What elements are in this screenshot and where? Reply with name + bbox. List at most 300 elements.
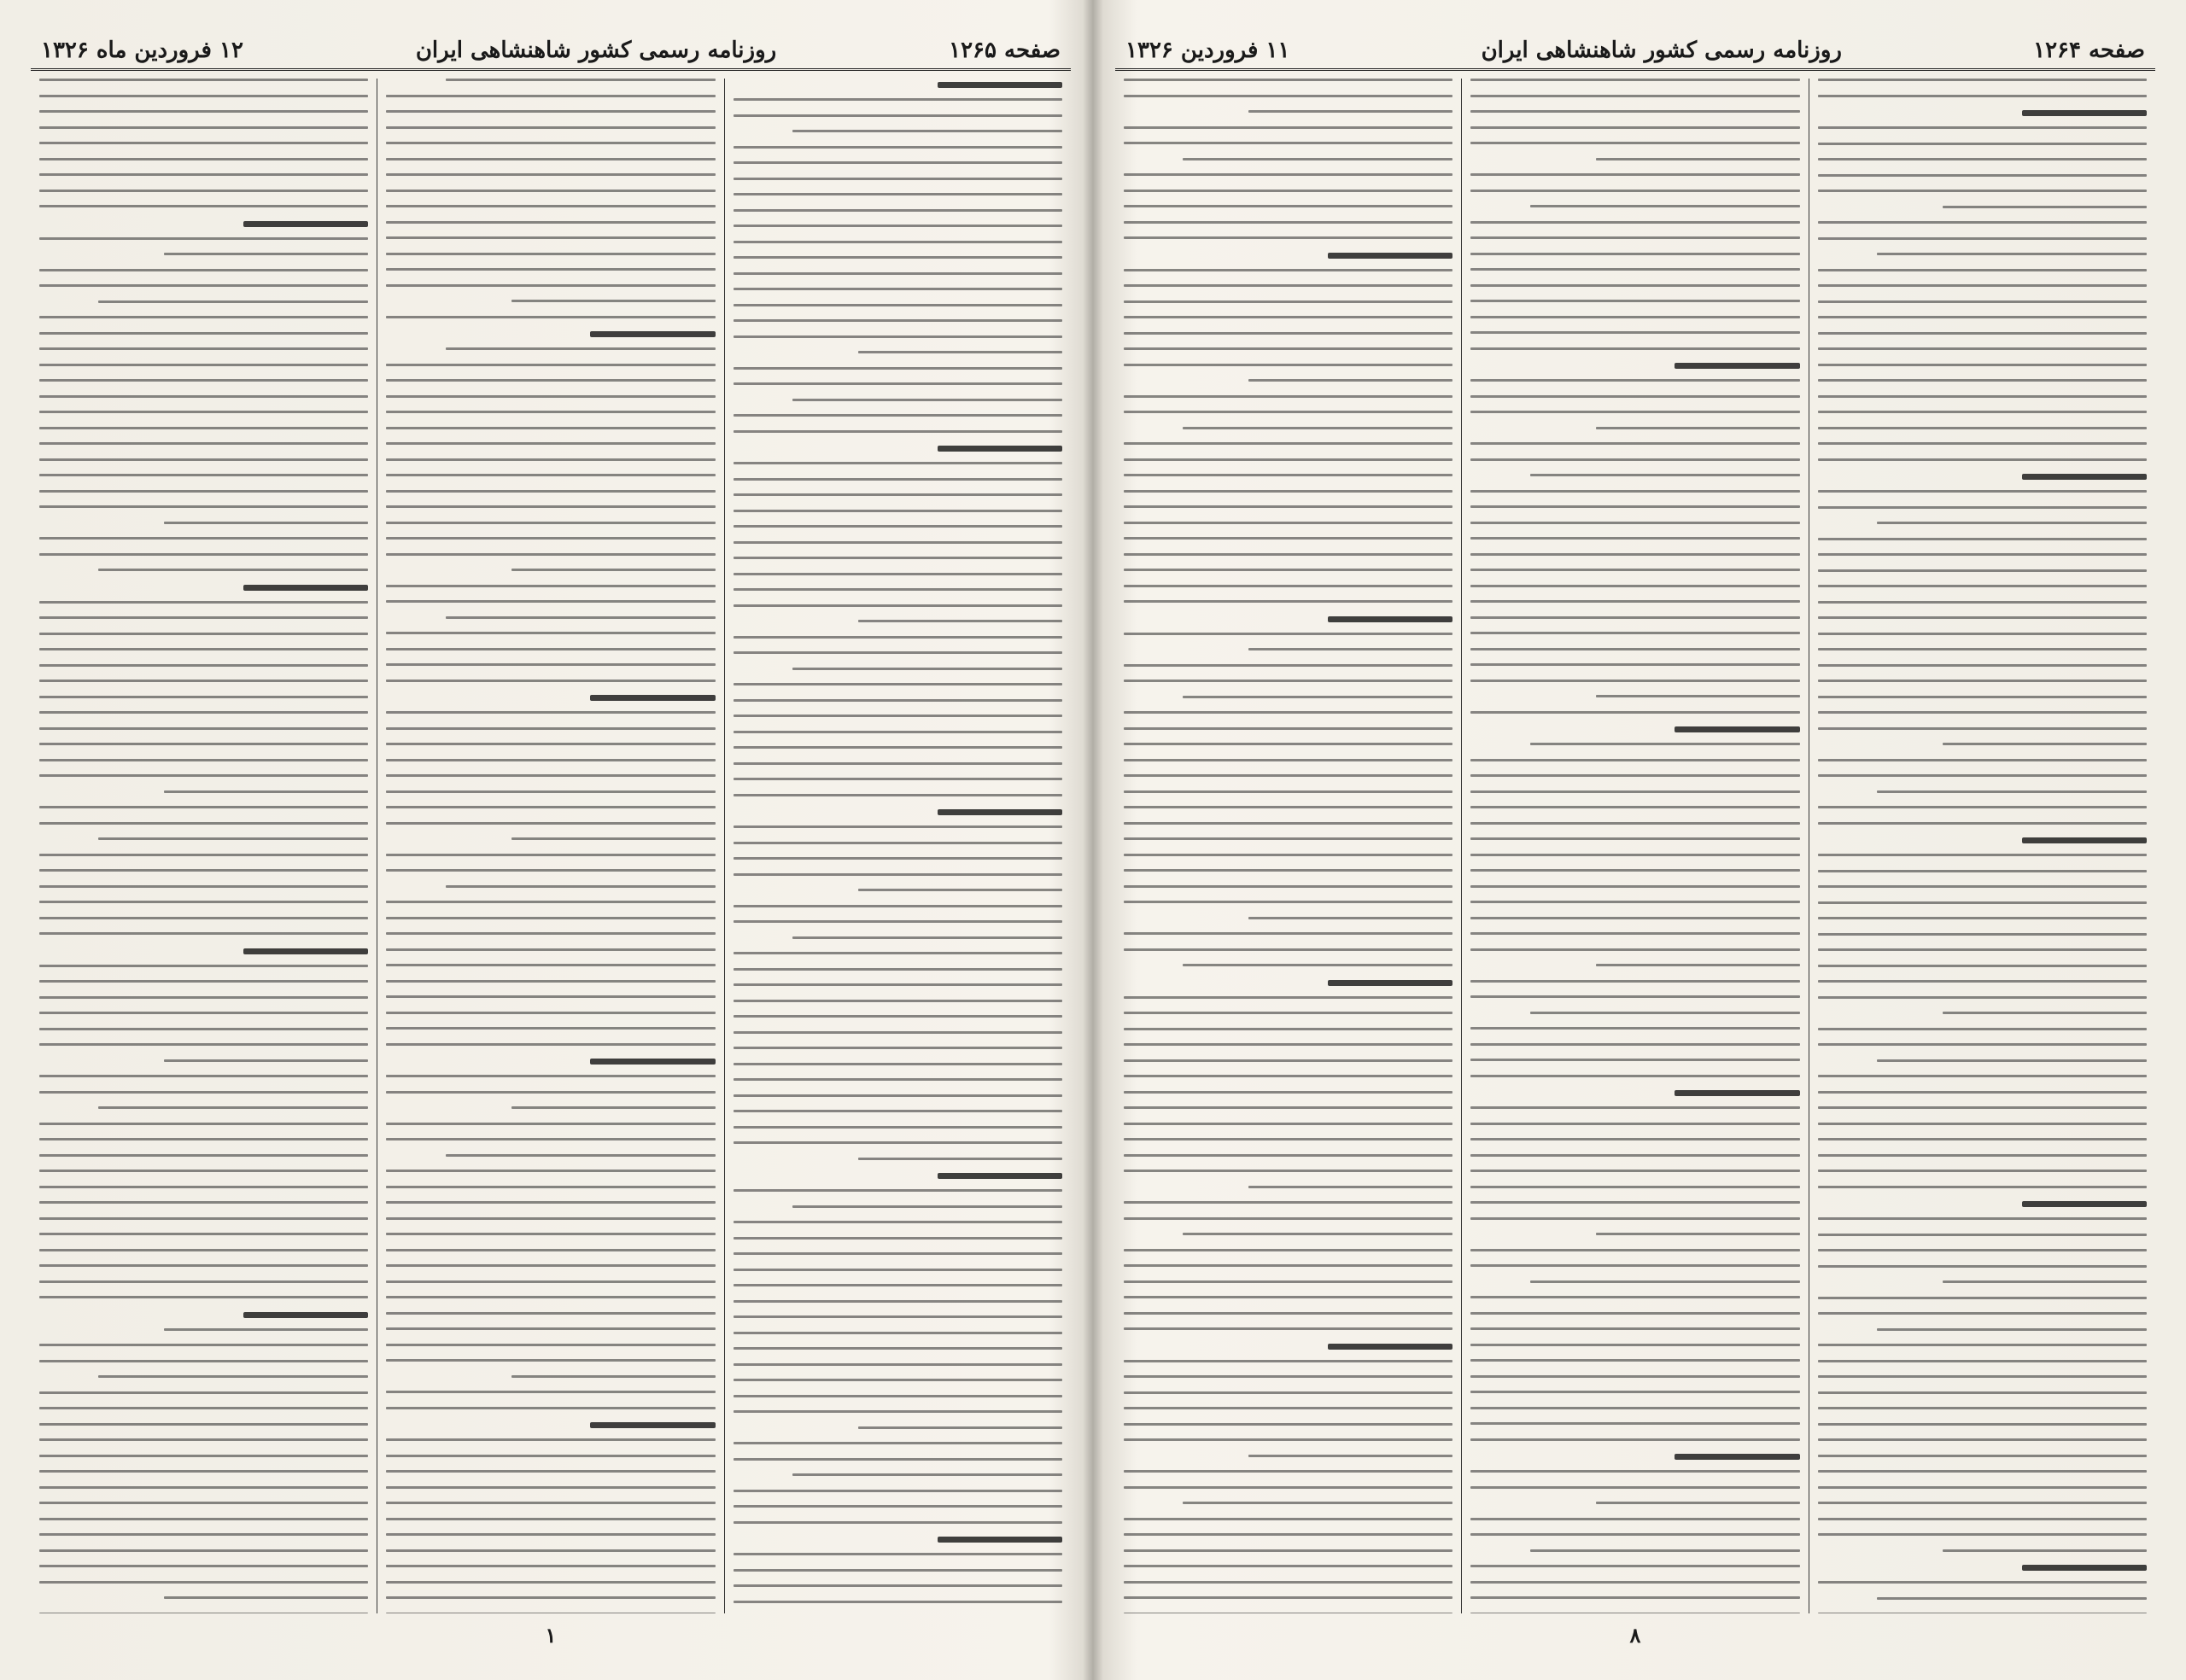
text-line — [386, 1280, 715, 1283]
text-line — [164, 1059, 368, 1062]
text-line — [1818, 237, 2147, 240]
text-line — [1818, 616, 2147, 619]
text-line — [386, 1233, 715, 1235]
text-line — [1818, 316, 2147, 318]
left-page-folio: ۱ — [545, 1623, 557, 1648]
text-line — [1124, 1249, 1452, 1251]
text-line — [386, 1217, 715, 1220]
text-line — [1470, 711, 1799, 714]
text-line — [734, 715, 1062, 717]
right-page-date: ۱۱ فروردین ۱۳۲۶ — [1125, 38, 1290, 63]
text-line — [1248, 379, 1452, 382]
text-line — [39, 648, 368, 650]
text-line — [39, 427, 368, 429]
text-line — [1248, 917, 1452, 919]
text-line — [734, 731, 1062, 733]
text-line — [386, 1596, 715, 1599]
text-line — [386, 1296, 715, 1298]
text-line — [1124, 822, 1452, 825]
text-line — [734, 557, 1062, 559]
speaker-heading — [1675, 1090, 1799, 1096]
text-line — [1183, 158, 1452, 160]
text-line — [1818, 490, 2147, 493]
speaker-heading — [1675, 726, 1799, 732]
text-line — [1818, 1217, 2147, 1220]
text-line — [1124, 395, 1452, 398]
text-line — [39, 1091, 368, 1094]
text-line — [1124, 1091, 1452, 1094]
text-line — [98, 569, 368, 571]
text-line — [39, 696, 368, 698]
text-line — [1248, 648, 1452, 650]
text-line — [734, 588, 1062, 591]
text-line — [39, 1391, 368, 1394]
text-line — [1124, 1407, 1452, 1409]
text-line — [1818, 965, 2147, 967]
text-line — [39, 1296, 368, 1298]
text-line — [39, 1123, 368, 1125]
text-line — [1124, 1217, 1452, 1220]
text-line — [386, 854, 715, 856]
text-line — [1124, 1391, 1452, 1394]
text-line — [39, 1344, 368, 1346]
text-line — [1124, 347, 1452, 350]
text-line — [1818, 79, 2147, 81]
speaker-heading — [1675, 1454, 1799, 1460]
text-line — [1818, 553, 2147, 556]
text-line — [386, 1075, 715, 1077]
text-line — [734, 1315, 1062, 1318]
text-line — [734, 873, 1062, 876]
text-line — [1470, 316, 1799, 318]
text-line — [1124, 490, 1452, 493]
text-line — [1818, 601, 2147, 604]
text-line — [386, 1486, 715, 1489]
text-line — [39, 1249, 368, 1251]
text-line — [511, 837, 716, 840]
text-line — [1818, 1533, 2147, 1536]
text-line — [1470, 616, 1799, 619]
text-line — [1877, 1059, 2147, 1062]
text-line — [1818, 774, 2147, 777]
text-line — [1818, 933, 2147, 936]
text-line — [39, 1012, 368, 1014]
text-line — [386, 1312, 715, 1315]
text-line — [39, 774, 368, 777]
text-line — [386, 284, 715, 287]
text-line — [734, 241, 1062, 243]
text-line — [386, 1264, 715, 1267]
text-line — [734, 1126, 1062, 1129]
text-line — [1943, 206, 2147, 208]
text-line — [1183, 696, 1452, 698]
text-line — [1124, 1375, 1452, 1378]
book-gutter — [1083, 0, 1103, 1680]
speaker-heading — [590, 331, 715, 337]
text-line — [39, 1518, 368, 1520]
text-line — [386, 1327, 715, 1330]
text-line — [734, 1584, 1062, 1587]
text-line — [1124, 1549, 1452, 1552]
text-line — [734, 762, 1062, 765]
text-line — [386, 901, 715, 903]
text-line — [792, 1473, 1062, 1476]
text-line — [39, 917, 368, 919]
text-line — [39, 395, 368, 398]
text-line — [1124, 837, 1452, 840]
text-line — [1818, 711, 2147, 714]
text-line — [1124, 1201, 1452, 1204]
text-line — [1124, 1486, 1452, 1489]
text-line — [1818, 980, 2147, 983]
text-line — [386, 364, 715, 366]
text-line — [1248, 1186, 1452, 1188]
text-line — [1470, 1470, 1799, 1473]
text-line — [734, 1601, 1062, 1603]
text-line — [734, 114, 1062, 117]
text-line — [1124, 1043, 1452, 1046]
text-line — [39, 1407, 368, 1409]
text-line — [1470, 1486, 1799, 1489]
text-line — [1124, 458, 1452, 461]
text-line — [734, 1031, 1062, 1034]
text-line — [39, 537, 368, 540]
text-line — [386, 1438, 715, 1441]
text-line — [1818, 411, 2147, 413]
text-line — [39, 158, 368, 160]
text-line — [1877, 253, 2147, 255]
text-line — [1124, 1028, 1452, 1030]
text-line — [1470, 1186, 1799, 1188]
text-line — [1818, 1170, 2147, 1172]
text-line — [39, 1028, 368, 1030]
text-line — [386, 822, 715, 825]
text-line — [1124, 474, 1452, 476]
text-line — [386, 1391, 715, 1393]
text-line — [1124, 1423, 1452, 1426]
text-line — [386, 474, 715, 476]
text-line — [1124, 727, 1452, 730]
text-line — [1818, 126, 2147, 129]
text-line — [386, 774, 715, 777]
text-line — [386, 427, 715, 429]
text-line — [386, 790, 715, 793]
text-line — [1470, 585, 1799, 587]
text-column — [1115, 79, 1462, 1613]
text-line — [1877, 1597, 2147, 1600]
text-line — [1818, 1312, 2147, 1315]
text-line — [39, 1138, 368, 1140]
text-line — [1818, 870, 2147, 872]
speaker-heading — [938, 1173, 1062, 1179]
text-line — [1124, 411, 1452, 413]
text-line — [386, 1043, 715, 1046]
speaker-heading — [938, 82, 1062, 88]
text-line — [1124, 142, 1452, 144]
text-line — [386, 1502, 715, 1504]
text-line — [1818, 885, 2147, 888]
text-line — [1818, 1375, 2147, 1378]
text-line — [734, 288, 1062, 290]
text-line — [1818, 996, 2147, 999]
text-line — [1877, 522, 2147, 524]
text-line — [1124, 1170, 1452, 1172]
text-line — [386, 727, 715, 730]
text-line — [386, 759, 715, 761]
text-line — [734, 1252, 1062, 1255]
text-line — [1470, 1043, 1799, 1046]
text-line — [734, 462, 1062, 464]
text-column — [725, 79, 1071, 1613]
text-line — [1818, 1470, 2147, 1473]
text-line — [1124, 221, 1452, 224]
text-line — [386, 158, 715, 160]
text-line — [386, 537, 715, 540]
text-line — [1596, 1502, 1800, 1504]
text-line — [386, 395, 715, 398]
text-line — [734, 1015, 1062, 1018]
text-line — [39, 1360, 368, 1362]
text-line — [1818, 1075, 2147, 1077]
text-line — [792, 130, 1062, 132]
text-line — [39, 822, 368, 825]
right-newspaper-title: روزنامه رسمی کشور شاهنشاهی ایران — [1481, 38, 1842, 63]
text-line — [734, 604, 1062, 607]
text-line — [386, 1455, 715, 1457]
text-line — [1470, 253, 1799, 255]
text-line — [1943, 1549, 2147, 1552]
speaker-heading — [2022, 1565, 2147, 1571]
text-line — [734, 636, 1062, 639]
text-line — [39, 110, 368, 113]
text-line — [1818, 538, 2147, 540]
text-line — [1818, 759, 2147, 761]
text-line — [734, 1363, 1062, 1366]
text-line — [1818, 332, 2147, 335]
text-line — [1124, 633, 1452, 635]
text-line — [39, 869, 368, 872]
text-line — [1818, 1249, 2147, 1251]
text-line — [1124, 505, 1452, 508]
text-line — [734, 778, 1062, 780]
text-line — [1818, 1028, 2147, 1030]
text-line — [39, 458, 368, 461]
text-line — [98, 1375, 368, 1378]
text-line — [1470, 1075, 1799, 1077]
text-line — [734, 493, 1062, 496]
text-line — [734, 382, 1062, 385]
text-line — [1124, 442, 1452, 445]
text-line — [1818, 364, 2147, 366]
left-page-header — [31, 26, 1071, 63]
text-line — [1470, 1201, 1799, 1204]
text-line — [734, 304, 1062, 306]
text-line — [734, 1410, 1062, 1413]
speaker-heading — [2022, 474, 2147, 480]
text-line — [1124, 364, 1452, 366]
text-line — [386, 1249, 715, 1251]
text-line — [386, 932, 715, 935]
text-line — [1124, 1438, 1452, 1441]
text-column — [31, 79, 377, 1613]
text-line — [1818, 680, 2147, 682]
text-line — [39, 711, 368, 714]
text-line — [511, 569, 716, 571]
text-line — [1124, 269, 1452, 271]
text-line — [1818, 284, 2147, 287]
text-line — [1470, 1264, 1799, 1267]
text-line — [1248, 1455, 1452, 1457]
text-line — [734, 1063, 1062, 1065]
text-line — [386, 522, 715, 524]
text-line — [1470, 806, 1799, 808]
speaker-heading — [590, 1059, 715, 1065]
text-line — [386, 1027, 715, 1030]
text-line — [39, 190, 368, 192]
text-line — [1470, 284, 1799, 287]
text-line — [734, 256, 1062, 259]
text-line — [734, 1000, 1062, 1002]
text-line — [386, 1581, 715, 1584]
text-line — [386, 648, 715, 650]
text-line — [1818, 1407, 2147, 1409]
text-line — [39, 996, 368, 999]
text-line — [386, 442, 715, 445]
text-line — [39, 1533, 368, 1536]
text-line — [386, 1138, 715, 1140]
text-line — [386, 917, 715, 919]
text-line — [1818, 806, 2147, 808]
text-line — [734, 98, 1062, 101]
speaker-heading — [1328, 1344, 1452, 1350]
text-line — [734, 1189, 1062, 1192]
text-line — [1124, 1012, 1452, 1014]
text-line — [1124, 680, 1452, 682]
text-line — [1470, 1312, 1799, 1315]
text-line — [39, 505, 368, 508]
text-line — [1470, 869, 1799, 872]
text-line — [39, 553, 368, 556]
text-line — [1818, 633, 2147, 635]
left-page — [31, 26, 1071, 1648]
text-line — [1530, 1549, 1800, 1552]
text-line — [734, 842, 1062, 844]
text-line — [1124, 537, 1452, 540]
speaker-heading — [938, 809, 1062, 815]
text-line — [1596, 695, 1800, 697]
text-line — [386, 632, 715, 634]
text-line — [39, 1186, 368, 1188]
text-line — [386, 806, 715, 808]
text-line — [1943, 1012, 2147, 1014]
text-line — [734, 1047, 1062, 1049]
text-line — [39, 806, 368, 808]
text-line — [386, 190, 715, 192]
text-line — [1124, 759, 1452, 761]
text-line — [1183, 964, 1452, 966]
text-line — [386, 980, 715, 983]
text-line — [386, 553, 715, 556]
text-line — [1470, 1296, 1799, 1298]
text-line — [1124, 869, 1452, 872]
text-line — [1470, 1123, 1799, 1125]
text-line — [1818, 1234, 2147, 1236]
text-line — [734, 414, 1062, 417]
speaker-heading — [2022, 837, 2147, 843]
text-line — [1818, 1091, 2147, 1094]
text-line — [39, 142, 368, 144]
text-line — [39, 347, 368, 350]
text-line — [386, 1201, 715, 1204]
text-line — [39, 379, 368, 382]
text-line — [734, 225, 1062, 227]
text-line — [39, 601, 368, 604]
text-line — [1470, 1438, 1799, 1441]
text-line — [1470, 126, 1799, 129]
text-line — [1470, 901, 1799, 903]
text-line — [39, 1075, 368, 1077]
text-line — [1124, 1138, 1452, 1140]
text-line — [1124, 1470, 1452, 1473]
text-line — [1818, 1423, 2147, 1426]
text-line — [734, 794, 1062, 796]
text-line — [1470, 1106, 1799, 1109]
text-line — [1124, 284, 1452, 287]
text-line — [446, 616, 716, 619]
text-line — [1470, 1027, 1799, 1030]
text-line — [1124, 1280, 1452, 1283]
text-line — [1470, 331, 1799, 334]
text-line — [386, 379, 715, 382]
text-line — [734, 1269, 1062, 1271]
speaker-heading — [243, 948, 368, 954]
text-line — [1818, 458, 2147, 461]
text-line — [1470, 1170, 1799, 1172]
text-line — [1124, 522, 1452, 524]
text-line — [734, 367, 1062, 370]
text-line — [39, 1470, 368, 1473]
text-line — [734, 1521, 1062, 1524]
text-line — [1818, 1344, 2147, 1346]
text-line — [1596, 964, 1800, 966]
text-line — [1470, 537, 1799, 540]
text-line — [1530, 1280, 1800, 1283]
text-line — [734, 1094, 1062, 1097]
text-line — [446, 347, 716, 350]
text-line — [1124, 1075, 1452, 1077]
text-line — [1470, 648, 1799, 650]
text-line — [386, 964, 715, 966]
text-line — [734, 1347, 1062, 1350]
text-line — [1530, 1012, 1800, 1014]
text-line — [1470, 236, 1799, 239]
text-line — [1470, 885, 1799, 888]
text-line — [1124, 585, 1452, 587]
text-line — [1818, 174, 2147, 177]
text-line — [1124, 806, 1452, 808]
text-line — [1818, 1297, 2147, 1299]
text-line — [386, 142, 715, 144]
text-line — [1818, 664, 2147, 667]
text-line — [39, 205, 368, 207]
text-line — [1818, 917, 2147, 919]
text-line — [1530, 743, 1800, 745]
text-line — [1124, 1264, 1452, 1267]
text-line — [1183, 427, 1452, 429]
text-line — [1470, 1565, 1799, 1567]
text-line — [1818, 427, 2147, 429]
text-line — [734, 857, 1062, 860]
